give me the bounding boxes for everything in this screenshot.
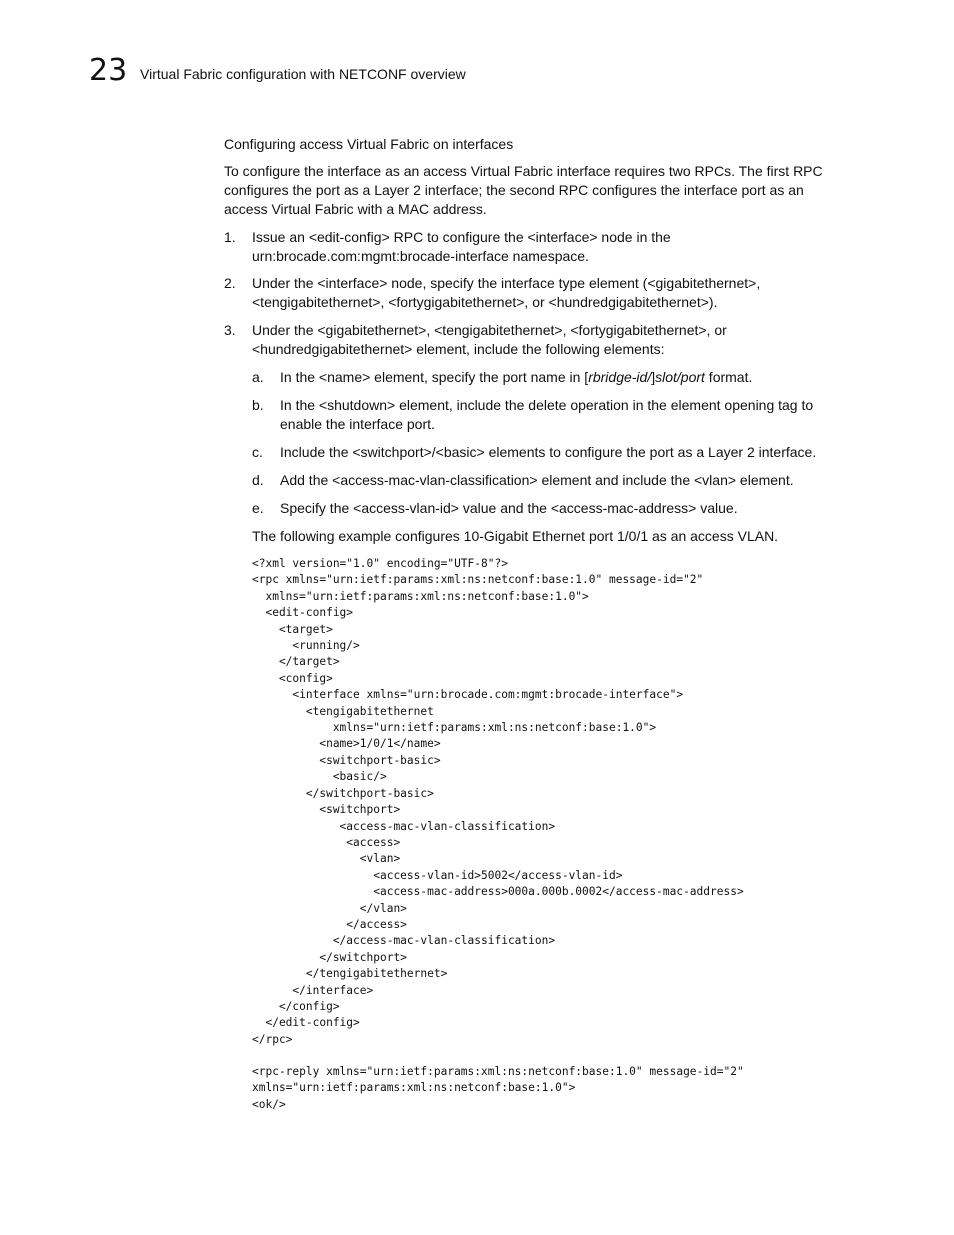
substep-text: ]: [651, 369, 656, 385]
chapter-title: Virtual Fabric configuration with NETCONF overview: [140, 66, 466, 82]
substep-line: In the <shutdown> element, include the delete operation in the element opening tag to: [280, 397, 814, 413]
substep-letter: a.: [252, 369, 264, 385]
code-block-request: <?xml version="1.0" encoding="UTF-8"?> <rpc xmlns="urn:ietf:params:xml:ns:netconf:base:1.0" message-id="2" xmlns="urn:ietf:params:xml:ns:netconf:base:1.0"> <edit-config> <target> <running/> </target> <config> <interface xmlns="urn:brocade.com:mgmt:brocade-interface"> <tengigabitethernet xmlns="urn:ietf:params:xml:ns:netconf:base:1.0"> <name>1/0/1</name> <switchport-basic> <basic/> </switchport-basic> <switchport> <access-mac-vlan-classification> <access> <vlan> <access-vlan-id>5002</access-vlan-id> <access-mac-address>000a.000b.0002</access-mac-address> </vlan> </access> </access-mac-vlan-classification> </switchport> </tengigabitethernet> </interface> </config> </edit-config> </rpc>: [252, 557, 744, 1046]
substep-letter: d.: [252, 472, 264, 488]
slot-port-term: slot/port: [655, 369, 705, 385]
step-number: 1.: [224, 229, 236, 245]
step-number: 3.: [224, 322, 236, 338]
step-number: 2.: [224, 275, 236, 291]
substep-line: Specify the <access-vlan-id> value and the <access-mac-address> value.: [280, 500, 738, 516]
step-line: Under the <interface> node, specify the interface type element (<gigabitethernet>,: [252, 275, 761, 291]
step-line: urn:brocade.com:mgmt:brocade-interface namespace.: [252, 248, 589, 264]
intro-line: access Virtual Fabric with a MAC address.: [224, 201, 487, 217]
substep-line: enable the interface port.: [280, 416, 435, 432]
step-line: <tengigabitethernet>, <fortygigabitethernet>, or <hundredgigabitethernet>).: [252, 294, 718, 310]
substep-text: In the <name> element, specify the port name in [: [280, 369, 589, 385]
chapter-number: 23: [89, 53, 128, 88]
intro-line: To configure the interface as an access Virtual Fabric interface requires two RPCs. The first RPC: [224, 163, 823, 179]
section-heading: Configuring access Virtual Fabric on interfaces: [224, 136, 514, 152]
substep-letter: b.: [252, 397, 264, 413]
intro-paragraph: [224, 162, 864, 219]
step-line: <hundredgigabitethernet> element, include the following elements:: [252, 341, 665, 357]
substep-text: format.: [704, 369, 753, 385]
code-block-reply: <rpc-reply xmlns="urn:ietf:params:xml:ns:netconf:base:1.0" message-id="2" xmlns="urn:ietf:params:xml:ns:netconf:base:1.0"> <ok/>: [252, 1065, 744, 1111]
step-line: Issue an <edit-config> RPC to configure the <interface> node in the: [252, 229, 671, 245]
intro-line: configures the port as a Layer 2 interface; the second RPC configures the interface port as an: [224, 182, 804, 198]
substep-line: Include the <switchport>/<basic> elements to configure the port as a Layer 2 interface.: [280, 444, 817, 460]
substep-letter: c.: [252, 444, 263, 460]
rbridge-id-term: rbridge-id/: [588, 369, 652, 385]
substep-line: Add the <access-mac-vlan-classification> element and include the <vlan> element.: [280, 472, 794, 488]
step-line: Under the <gigabitethernet>, <tengigabitethernet>, <fortygigabitethernet>, or: [252, 322, 727, 338]
substep-letter: e.: [252, 500, 264, 516]
example-intro: The following example configures 10-Gigabit Ethernet port 1/0/1 as an access VLAN.: [252, 528, 779, 544]
